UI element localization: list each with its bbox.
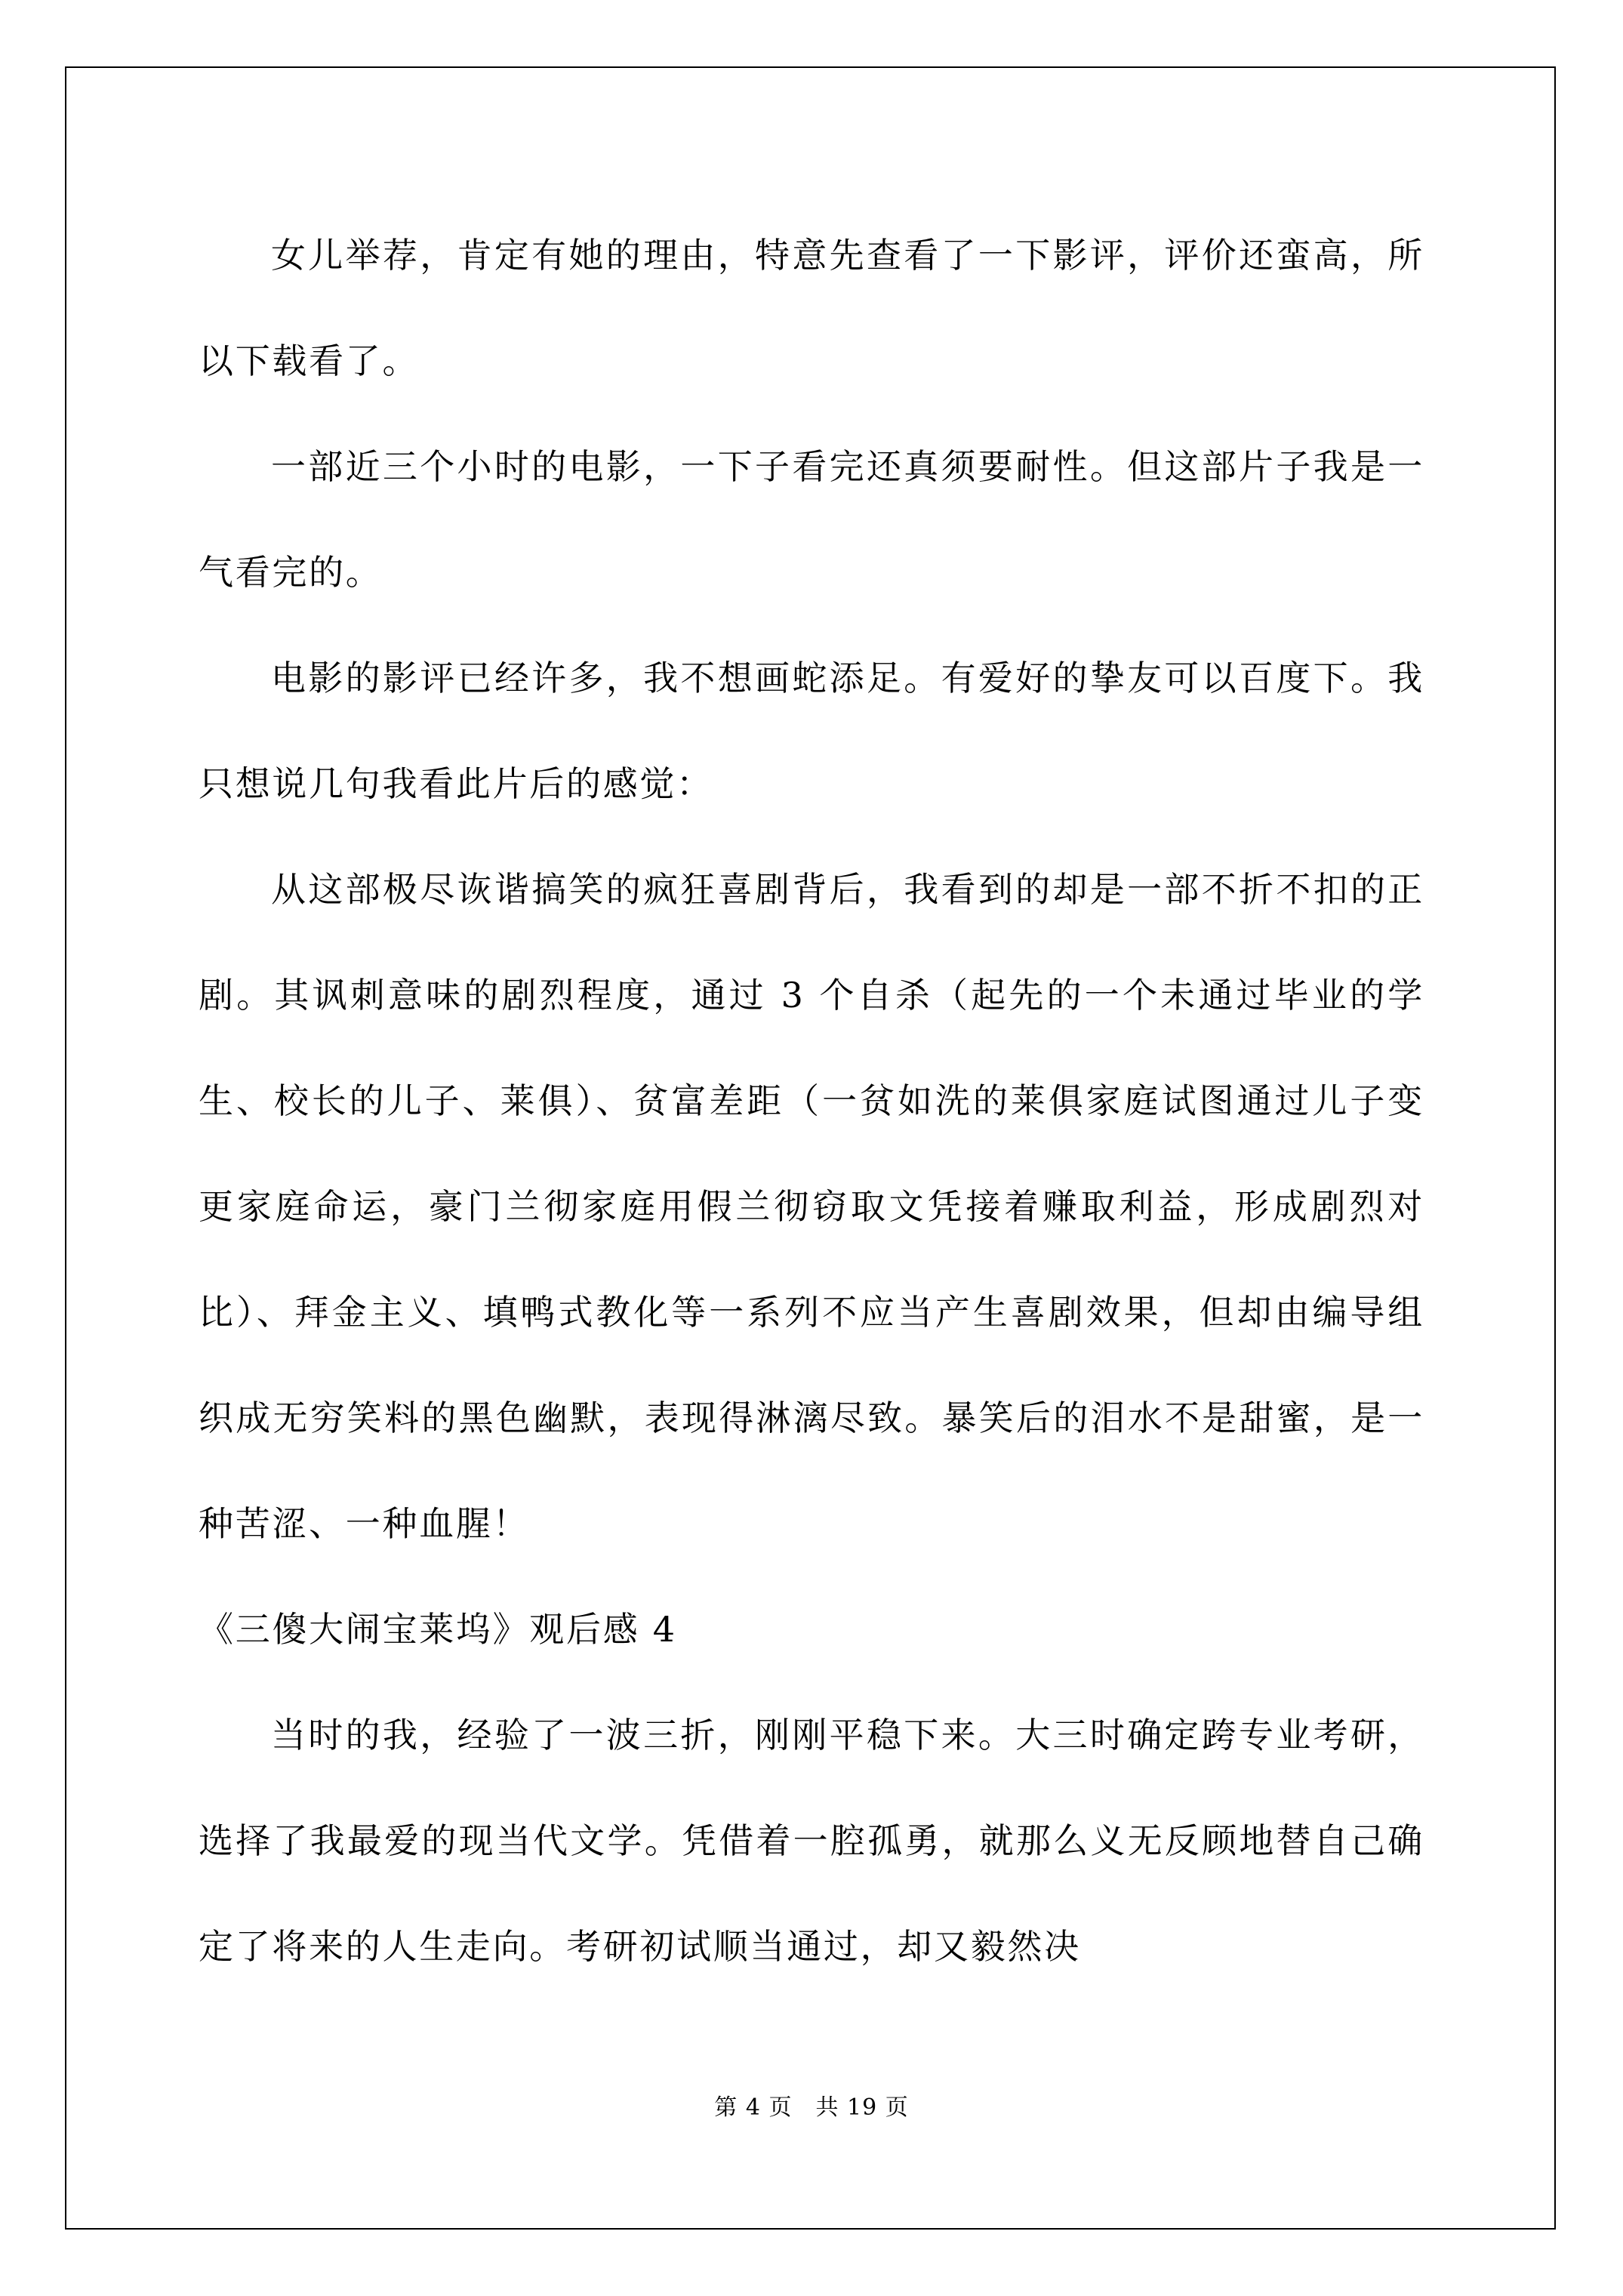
paragraph-5: 当时的我，经验了一波三折，刚刚平稳下来。大三时确定跨专业考研，选择了我最爱的现当代文学。凭借着一腔孤勇，就那么义无反顾地替自己确定了将来的人生走向。考研初试顺当通过，却又毅然决 [199,1715,1424,1967]
paragraph-2: 一部近三个小时的电影，一下子看完还真须要耐性。但这部片子我是一气看完的。 [199,446,1424,593]
document-body [199,202,1424,1999]
section-heading: 《三傻大闹宝莱坞》观后感 4 [199,1609,677,1650]
paragraph-3: 电影的影评已经许多，我不想画蛇添足。有爱好的挚友可以百度下。我只想说几句我看此片后的感觉： [199,658,1424,804]
paragraph-1: 女儿举荐，肯定有她的理由，特意先查看了一下影评，评价还蛮高，所以下载看了。 [199,235,1424,381]
paragraph-4: 从这部极尽诙谐搞笑的疯狂喜剧背后，我看到的却是一部不折不扣的正剧。其讽刺意味的剧烈程度，通过 3 个自杀（起先的一个未通过毕业的学生、校长的儿子、莱俱）、贫富差距（一贫如洗的莱俱家庭试图通过儿子变更家庭命运，豪门兰彻家庭用假兰彻窃取文凭接着赚取利益，形成剧烈对比）、拜金主义、填鸭式教化等一系列不应当产生喜剧效果，但却由编导组织成无穷笑料的黑色幽默，表现得淋漓尽致。暴笑后的泪水不是甜蜜，是一种苦涩、一种血腥！ [199,869,1424,1544]
page-footer: 第 4 页 共 19 页 [714,2094,909,2121]
